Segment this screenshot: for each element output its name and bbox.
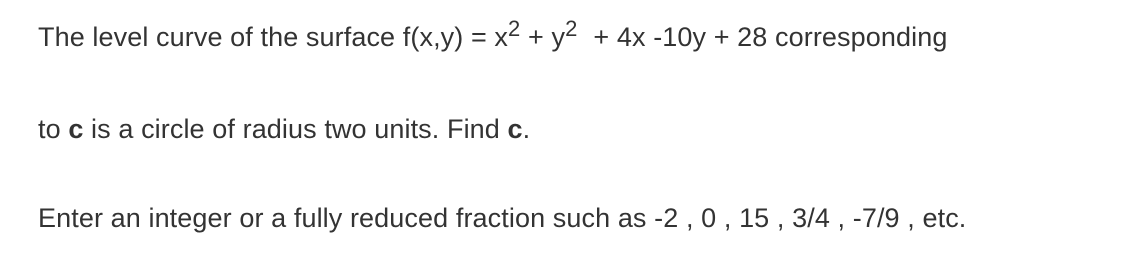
line2-mid: is a circle of radius two units. Find	[83, 114, 508, 144]
line1-suffix: + 4x -10y + 28 corresponding	[593, 22, 948, 52]
variable-c: c	[68, 114, 84, 144]
exponent-x: 2	[508, 16, 521, 41]
line1-prefix: The level curve of the surface f(x,y) = x	[38, 22, 509, 52]
question-line-1	[38, 16, 948, 54]
exponent-y: 2	[565, 16, 578, 41]
line2-end: .	[522, 114, 531, 144]
question-line-2	[38, 112, 530, 146]
answer-instructions: Enter an integer or a fully reduced fraction such as -2 , 0 , 15 , 3/4 , -7/9 , etc.	[38, 203, 967, 233]
line1-mid: + y	[520, 22, 566, 52]
line2-prefix: to	[38, 114, 69, 144]
variable-c-find: c	[507, 114, 523, 144]
